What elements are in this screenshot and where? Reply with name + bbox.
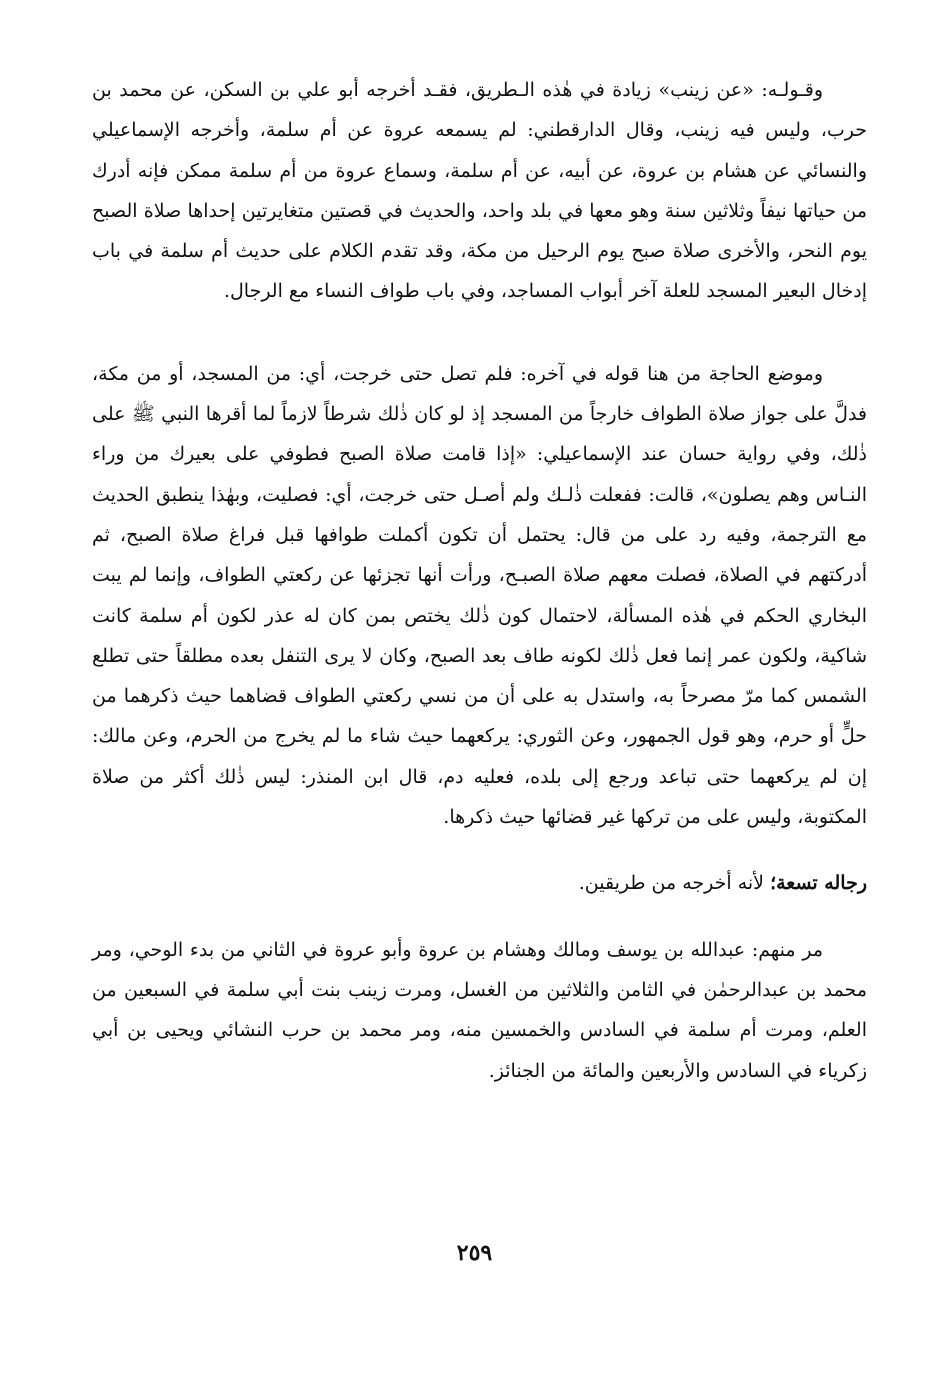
rijal-heading: رجاله تسعة؛ — [770, 872, 867, 895]
page-number: ٢٥٩ — [456, 1240, 493, 1266]
paragraph-3-text: مر منهم: عبدالله بن يوسف ومالك وهشام بن عروة وأبو عروة في الثاني من بدء الوحي، ومر محمد بن عبدالرحمٰن في الثامن والثلاثين من الغسل، ومرت زينب بنت أبي سلمة في السبعين من العلم، ومرت أم سلمة في السادس والخمسين منه، ومر محمد بن حرب النشائي ويحيى بن أبي زكرياء في السادس والأربعين والمائة من الجنائز. — [92, 938, 867, 1082]
paragraph-2-text: وموضع الحاجة من هنا قوله في آخره: فلم تصل حتى خرجت، أي: من المسجد، أو من مكة، فدلَّ على جواز صلاة الطواف خارجاً من المسجد إذ لو كان ذٰلك شرطاً لازماً لما أقرها النبي ﷺ على ذٰلك، وفي رواية حسان عند الإسماعيلي: «إذا قامت صلاة الصبح فطوفي على بعيرك من وراء النـاس وهم يصلون»، قالت: ففعلت ذٰلـك ولم أصـل حتى خرجت، أي: فصليت، وبهٰذا ينطبق الحديث مع الترجمة، وفيه رد على من قال: يحتمل أن تكون أكملت طوافها قبل فراغ صلاة الصبح، ثم أدركتهم في الصلاة، فصلت معهم صلاة الصبـح، ورأت أنها تجزئها عن ركعتي الطواف، وإنما لم يبت البخاري الحكم في هٰذه المسألة، لاحتمال كون ذٰلك يختص بمن كان له عذر لكون أم سلمة كانت شاكية، ولكون عمر إنما فعل ذٰلك لكونه طاف بعد الصبح، وكان لا يرى التنفل بعده مطلقاً حتى تطلع الشمس كما مرّ مصرحاً به، واستدل به على أن من نسي ركعتي الطواف قضاهما حيث ذكرهما من حلٍّ أو حرم، وهو قول الجمهور، وعن الثوري: يركعهما حيث شاء ما لم يخرج من الحرم، وعن مالك: إن لم يركعهما حتى تباعد ورجع إلى بلده، فعليه دم، قال ابن المنذر: ليس ذٰلك أكثر من صلاة المكتوبة، وليس على من تركها غير قضائها حيث ذكرها. — [92, 362, 867, 829]
paragraph-1 — [92, 70, 867, 312]
paragraph-3 — [92, 930, 867, 1091]
paragraph-2 — [92, 354, 867, 838]
rijal-text: لأنه أخرجه من طريقين. — [578, 872, 771, 895]
paragraph-1-text: وقـولـه: «عن زينب» زيادة في هٰذه الـطريق، فقـد أخرجه أبو علي بن السكن، عن محمد بن حرب، وليس فيه زينب، وقال الدارقطني: لم يسمعه عروة عن أم سلمة، وأخرجه الإسماعيلي والنسائي عن هشام بن عروة، عن أبيه، عن أم سلمة، وسماع عروة من أم سلمة ممكن فإنه أدرك من حياتها نيفاً وثلاثين سنة وهو معها في بلد واحد، والحديث في قصتين متغايرتين إحداها صلاة الصبح يوم النحر، والأخرى صلاة صبح يوم الرحيل من مكة، وقد تقدم الكلام على حديث أم سلمة في باب إدخال البعير المسجد للعلة آخر أبواب المساجد، وفي باب طواف النساء مع الرجال. — [92, 79, 867, 303]
rijal-line — [92, 863, 867, 903]
